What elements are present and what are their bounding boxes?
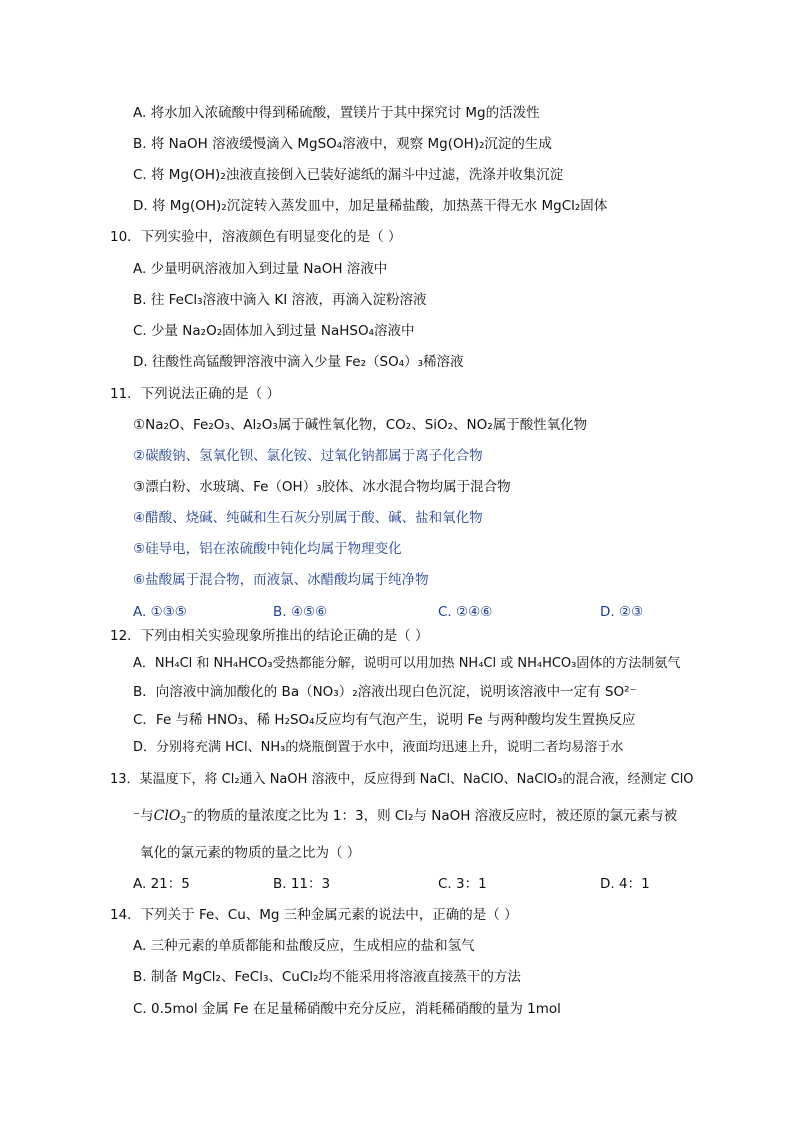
q13-choice-b: B. 11：3	[273, 876, 331, 892]
q13-prefix: ⁻与	[133, 808, 154, 824]
q14-stem: 14．下列关于 Fe、Cu、Mg 三种金属元素的说法中，正确的是（ ）	[110, 907, 518, 923]
q13-choice-d: D. 4：1	[600, 876, 650, 892]
q10-option-a: A. 少量明矾溶液加入到过量 NaOH 溶液中	[133, 261, 388, 277]
q9-option-a: A. 将水加入浓硫酸中得到稀硫酸，置镁片于其中探究讨 Mg的活泼性	[133, 105, 540, 121]
q13-stem-line3: 氧化的氯元素的物质的量之比为（ ）	[140, 845, 361, 861]
q9-option-d: D. 将 Mg(OH)₂沉淀转入蒸发皿中，加足量稀盐酸，加热蒸干得无水 MgCl₂固体	[133, 198, 608, 214]
q11-statement-4: ④醋酸、烧碱、纯碱和生石灰分别属于酸、碱、盐和氧化物	[133, 510, 483, 526]
q13-choice-c: C. 3：1	[438, 876, 487, 892]
formula-base: ClO	[153, 808, 181, 824]
q10-option-d: D. 往酸性高锰酸钾溶液中滴入少量 Fe₂（SO₄）₃稀溶液	[133, 354, 464, 370]
chlorate-formula	[154, 808, 194, 824]
q14-option-c: C. 0.5mol 金属 Fe 在足量稀硝酸中充分反应，消耗稀硝酸的量为 1mol	[133, 1001, 561, 1017]
q13-suffix: 的物质的量浓度之比为 1：3，则 Cl₂与 NaOH 溶液反应时，被还原的氯元素与被	[193, 808, 678, 824]
formula-subscript: 3	[180, 816, 187, 826]
q11-statement-1: ①Na₂O、Fe₂O₃、Al₂O₃属于碱性氧化物，CO₂、SiO₂、NO₂属于酸性氧化物	[133, 417, 588, 433]
q11-choices	[133, 603, 663, 621]
q12-option-a: A．NH₄Cl 和 NH₄HCO₃受热都能分解，说明可以用加热 NH₄Cl 或 NH₄HCO₃固体的方法制氨气	[133, 656, 681, 671]
q13-choice-a: A. 21：5	[133, 876, 190, 892]
q10-option-c: C. 少量 Na₂O₂固体加入到过量 NaHSO₄溶液中	[133, 323, 415, 339]
q13-stem-line2	[133, 807, 677, 827]
q11-stem: 11．下列说法正确的是（ ）	[110, 386, 280, 402]
q11-statement-5: ⑤硅导电，铝在浓硫酸中钝化均属于物理变化	[133, 541, 402, 557]
q12-option-d: D．分别将充满 HCl、NH₃的烧瓶倒置于水中，液面均迅速上升，说明二者均易溶于水	[133, 740, 624, 755]
q12-option-b: B．向溶液中滴加酸化的 Ba（NO₃）₂溶液出现白色沉淀，说明该溶液中一定有 SO²⁻	[133, 684, 637, 700]
q13-stem-line1: 13．某温度下，将 Cl₂通入 NaOH 溶液中，反应得到 NaCl、NaClO、NaClO₃的混合液，经测定 ClO	[110, 772, 694, 787]
q11-statement-2: ②碳酸钠、氢氧化钡、氯化铵、过氧化钠都属于离子化合物	[133, 448, 483, 464]
q14-option-a: A. 三种元素的单质都能和盐酸反应，生成相应的盐和氢气	[133, 938, 475, 954]
q14-option-b: B. 制备 MgCl₂、FeCl₃、CuCl₂均不能采用将溶液直接蒸干的方法	[133, 969, 521, 985]
q10-stem: 10．下列实验中，溶液颜色有明显变化的是（ ）	[110, 229, 402, 245]
q11-statement-6: ⑥盐酸属于混合物，而液氯、冰醋酸均属于纯净物	[133, 572, 429, 588]
formula-superscript: −	[186, 808, 194, 818]
q12-option-c: C．Fe 与稀 HNO₃、稀 H₂SO₄反应均有气泡产生，说明 Fe 与两种酸均发生置换反应	[133, 712, 636, 728]
q11-choice-c: C. ②④⑥	[438, 604, 493, 620]
q11-choice-a: A. ①③⑤	[133, 604, 187, 620]
q11-choice-b: B. ④⑤⑥	[273, 604, 328, 620]
q13-choices	[133, 875, 663, 893]
q10-option-b: B. 往 FeCl₃溶液中滴入 KI 溶液，再滴入淀粉溶液	[133, 292, 427, 308]
q11-choice-d: D. ②③	[600, 604, 644, 620]
q9-option-b: B. 将 NaOH 溶液缓慢滴入 MgSO₄溶液中，观察 Mg(OH)₂沉淀的生成	[133, 136, 552, 152]
q9-option-c: C. 将 Mg(OH)₂浊液直接倒入已装好滤纸的漏斗中过滤，洗涤并收集沉淀	[133, 167, 564, 183]
q12-stem: 12．下列由相关实验现象所推出的结论正确的是（ ）	[110, 628, 429, 644]
q11-statement-3: ③漂白粉、水玻璃、Fe（OH）₃胶体、冰水混合物均属于混合物	[133, 479, 511, 495]
